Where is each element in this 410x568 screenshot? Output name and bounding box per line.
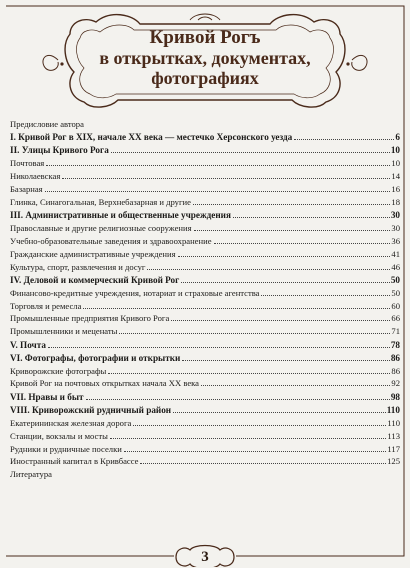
toc-leader-dots [182,360,389,361]
toc-leader-dots [46,165,390,166]
toc-entry [10,156,400,169]
toc-entry-title: Промышленники и меценаты [10,326,118,337]
ornament-dot-left [60,62,63,65]
toc-entry [10,195,400,208]
toc-entry-page: 36 [391,235,400,246]
toc-entry-title: I. Кривой Рог в XIX, начале XX века — местечко Херсонского уезда [10,132,293,143]
toc-entry-title: Иностранный капитал в Кривбассе [10,456,139,467]
toc-leader-dots [140,463,386,464]
toc-entry-title: Базарная [10,183,43,194]
toc-entry-title: Почтовая [10,158,45,169]
toc-entry-page: 86 [391,365,400,376]
toc-entry-title: Глинка, Синагогальная, Верхнебазарная и другие [10,196,191,207]
toc-entry-title: Екатерининская железная дорога [10,417,132,428]
toc-entry-title: Промышленные предприятия Кривого Рога [10,313,170,324]
toc-entry [10,260,400,273]
toc-leader-dots [83,308,390,309]
toc-leader-dots [133,425,386,426]
toc-entry [10,364,400,377]
flourish-right [352,55,367,70]
toc-entry [10,351,400,364]
toc-entry-page: 71 [391,326,400,337]
toc-entry [10,247,400,260]
toc-entry-page: 10 [391,158,400,169]
toc-entry-page: 113 [387,430,400,441]
toc-leader-dots [110,438,387,439]
toc-leader-dots [86,399,390,400]
toc-entry-title: Культура, спорт, развлечения и досуг [10,261,146,272]
toc-entry-title: Финансово-кредитные учреждения, нотариат и страховые агентства [10,287,260,298]
toc-entry-page: 30 [390,210,400,221]
toc-leader-dots [233,217,390,218]
toc-entry-title: Учебно-образовательные заведения и здравоохранение [10,235,212,246]
toc-leader-dots [178,256,391,257]
toc-entry [10,273,400,286]
toc-entry [10,429,400,442]
title-line-1: Кривой Рогъ [149,27,261,48]
title-line-3: фотографиях [151,68,259,88]
toc-entry-page: 60 [391,300,400,311]
toc-entry [10,143,400,156]
toc-entry [10,312,400,325]
page-number: 3 [201,549,209,565]
toc-entry [10,221,400,234]
toc-entry-page: 92 [391,378,400,389]
toc-entry-title: Кривой Рог на почтовых открытках начала XX века [10,378,199,389]
toc-entry [10,389,400,402]
toc-leader-dots [124,451,387,452]
toc-entry [10,286,400,299]
toc-leader-dots [111,152,390,153]
toc-entry-title: VII. Нравы и быт [10,391,84,402]
toc-leader-dots [108,373,390,374]
toc-entry-page: 50 [390,274,400,285]
top-ornament [190,14,220,20]
toc-entry [10,337,400,350]
toc-entry-page: 110 [386,404,400,415]
toc-entry-title: VIII. Криворожский рудничный район [10,404,172,415]
toc-entry-page: 16 [391,183,400,194]
toc-entry-title: Рудники и рудничные поселки [10,443,122,454]
toc-entry [10,403,400,416]
toc-leader-dots [119,333,390,334]
book-title [95,28,315,88]
toc-entry-page: 86 [390,352,400,363]
toc-entry-title: III. Административные и общественные учреждения [10,210,231,221]
toc-entry-title: Гражданские административные учреждения [10,248,176,259]
toc-entry-page: 50 [391,287,400,298]
toc-entry-page: 117 [387,443,400,454]
toc-entry [10,455,400,468]
toc-entry-page: 110 [387,417,400,428]
toc-entry-page: 14 [391,171,400,182]
toc-entry-title: Криворожские фотографы [10,365,107,376]
toc-entry [10,182,400,195]
toc-entry-page: 18 [391,196,400,207]
title-line-2: в открытках, документах, [99,48,311,68]
toc-entry [10,467,400,480]
ornament-dot-right [346,62,349,65]
toc-entry [10,234,400,247]
toc-entry-page: 78 [390,339,400,350]
toc-entry-page: 10 [390,145,400,156]
toc-leader-dots [193,204,391,205]
toc-leader-dots [147,269,390,270]
toc-entry-page: 30 [391,222,400,233]
toc-entry-page: 66 [391,313,400,324]
toc-entry-page: 46 [391,261,400,272]
table-of-contents [10,117,400,480]
toc-entry-title: IV. Деловой и коммерческий Кривой Рог [10,274,180,285]
toc-leader-dots [48,347,390,348]
toc-entry-title: Торговля и ремесла [10,300,82,311]
toc-entry [10,377,400,390]
toc-entry [10,117,400,130]
toc-entry-page: 125 [387,456,400,467]
toc-entry-title: Православные и другие религиозные сооружения [10,222,192,233]
toc-leader-dots [201,385,390,386]
toc-leader-dots [171,320,390,321]
toc-leader-dots [62,178,390,179]
toc-entry-title: II. Улицы Кривого Рога [10,145,109,156]
toc-leader-dots [214,243,391,244]
toc-entry-title: Литература [10,469,52,480]
toc-leader-dots [261,295,390,296]
toc-entry [10,130,400,143]
toc-entry-page: 98 [390,391,400,402]
toc-entry [10,299,400,312]
toc-entry-title: Предисловие автора [10,118,84,129]
toc-entry-title: V. Почта [10,339,46,350]
toc-entry-title: Николаевская [10,171,61,182]
toc-leader-dots [45,191,391,192]
toc-leader-dots [173,412,386,413]
toc-entry [10,442,400,455]
toc-entry [10,416,400,429]
toc-leader-dots [194,230,391,231]
toc-leader-dots [294,139,394,140]
toc-entry [10,324,400,337]
toc-entry [10,208,400,221]
flourish-left [43,55,58,70]
toc-entry-title: Станции, вокзалы и мосты [10,430,108,441]
toc-entry-title: VI. Фотографы, фотографии и открытки [10,352,181,363]
toc-entry [10,169,400,182]
toc-leader-dots [181,282,390,283]
toc-entry-page: 41 [391,248,400,259]
toc-entry-page: 6 [395,132,400,143]
